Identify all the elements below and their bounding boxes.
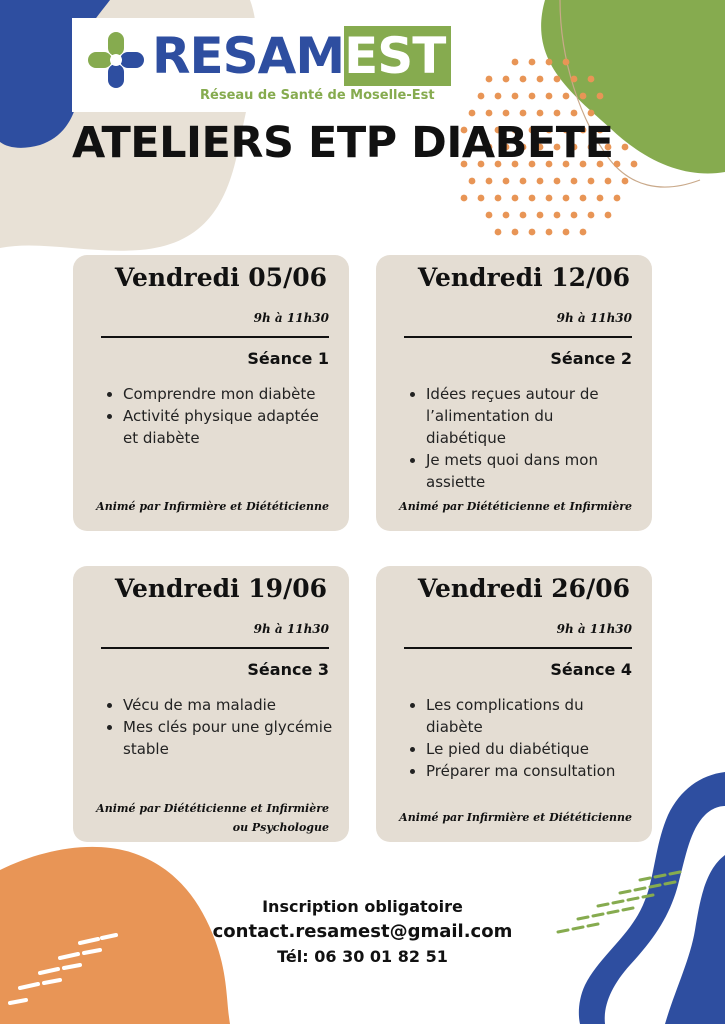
orange-dot <box>588 110 595 117</box>
topic-item: • Vécu de ma maladie <box>123 694 335 716</box>
topic-item: • Préparer ma consultation <box>426 760 638 782</box>
topic-item: • Je mets quoi dans mon assiette <box>426 449 638 493</box>
orange-dot <box>571 212 578 219</box>
orange-dot <box>588 212 595 219</box>
session-number: Séance 2 <box>550 349 632 368</box>
orange-dot <box>571 110 578 117</box>
registration-notice: Inscription obligatoire <box>262 897 463 916</box>
session-date: Vendredi 05/06 <box>114 263 327 292</box>
orange-dot <box>605 178 612 185</box>
orange-dot <box>469 110 476 117</box>
orange-dot <box>486 178 493 185</box>
orange-dot <box>563 195 570 202</box>
orange-dot <box>486 76 493 83</box>
topic-item: • Mes clés pour une glycémie stable <box>123 716 335 760</box>
orange-dot <box>486 212 493 219</box>
orange-dot <box>554 212 561 219</box>
topic-list <box>103 694 335 760</box>
orange-dot <box>495 195 502 202</box>
session-date: Vendredi 19/06 <box>114 574 327 603</box>
logo-wordmark <box>152 26 451 86</box>
session-card-2 <box>376 255 652 531</box>
animator-line: Animé par Infirmière et Diététicienne <box>399 811 632 824</box>
session-card-4 <box>376 566 652 842</box>
animator-line: Animé par Diététicienne et Infirmière <box>96 802 329 815</box>
session-card-1 <box>73 255 349 531</box>
orange-dot <box>512 93 519 100</box>
orange-dot <box>546 229 553 236</box>
session-animator <box>399 497 632 516</box>
orange-dot <box>529 195 536 202</box>
orange-dot <box>580 195 587 202</box>
logo-brand-left: RESAM <box>152 27 345 85</box>
divider <box>101 647 329 649</box>
orange-dot <box>605 212 612 219</box>
divider <box>404 336 632 338</box>
session-time: 9h à 11h30 <box>556 622 632 636</box>
logo-brand-right: EST <box>344 26 451 86</box>
orange-dot <box>563 93 570 100</box>
orange-dot <box>554 76 561 83</box>
topic-list <box>103 383 335 449</box>
orange-dot <box>554 178 561 185</box>
contact-phone: Tél: 06 30 01 82 51 <box>277 947 448 966</box>
orange-dot <box>580 93 587 100</box>
contact-email[interactable]: contact.resamest@gmail.com <box>212 921 513 942</box>
divider <box>101 336 329 338</box>
topic-item: • Comprendre mon diabète <box>123 383 335 405</box>
orange-dot <box>461 195 468 202</box>
orange-dot <box>512 195 519 202</box>
session-number: Séance 3 <box>247 660 329 679</box>
orange-dot <box>563 59 570 66</box>
session-date: Vendredi 26/06 <box>417 574 630 603</box>
session-number: Séance 1 <box>247 349 329 368</box>
session-animator <box>96 799 329 837</box>
orange-dot <box>554 110 561 117</box>
orange-dot <box>512 59 519 66</box>
orange-dot <box>478 93 485 100</box>
orange-dot <box>503 178 510 185</box>
cross-logo-icon <box>86 30 146 90</box>
session-animator <box>399 808 632 827</box>
orange-dot <box>546 195 553 202</box>
session-date: Vendredi 12/06 <box>417 263 630 292</box>
orange-dot <box>597 93 604 100</box>
orange-dot <box>478 195 485 202</box>
orange-dot <box>614 195 621 202</box>
session-time: 9h à 11h30 <box>556 311 632 325</box>
session-number: Séance 4 <box>550 660 632 679</box>
topic-item: • Les complications du diabète <box>426 694 638 738</box>
orange-dot <box>580 229 587 236</box>
topic-item: • Activité physique adaptée et diabète <box>123 405 335 449</box>
resamest-logo <box>72 18 446 112</box>
animator-line: Animé par Infirmière et Diététicienne <box>96 500 329 513</box>
session-time: 9h à 11h30 <box>253 311 329 325</box>
orange-dot <box>563 229 570 236</box>
orange-dot <box>537 178 544 185</box>
orange-dot <box>520 178 527 185</box>
orange-dot <box>520 110 527 117</box>
orange-dot <box>546 59 553 66</box>
animator-line: Animé par Diététicienne et Infirmière <box>399 500 632 513</box>
session-animator <box>96 497 329 516</box>
orange-dot <box>622 178 629 185</box>
orange-dot <box>495 93 502 100</box>
orange-dot <box>597 195 604 202</box>
orange-dot <box>503 110 510 117</box>
orange-dot <box>529 59 536 66</box>
page-title: ATELIERS ETP DIABETE <box>72 118 614 168</box>
orange-dot <box>512 229 519 236</box>
orange-dot <box>571 178 578 185</box>
orange-dot <box>537 212 544 219</box>
orange-dot <box>520 212 527 219</box>
divider <box>404 647 632 649</box>
orange-dot <box>571 76 578 83</box>
animator-line-2: ou Psychologue <box>232 821 329 834</box>
orange-dot <box>495 229 502 236</box>
orange-dot <box>546 93 553 100</box>
topic-list <box>406 383 638 493</box>
orange-dot <box>520 76 527 83</box>
orange-dot <box>503 76 510 83</box>
orange-dot <box>529 229 536 236</box>
topic-item: • Le pied du diabétique <box>426 738 638 760</box>
logo-tagline: Réseau de Santé de Moselle-Est <box>200 88 435 103</box>
topic-item: • Idées reçues autour de l’alimentation du diabétique <box>426 383 638 449</box>
orange-dot <box>588 76 595 83</box>
orange-dot <box>588 178 595 185</box>
orange-dot <box>537 76 544 83</box>
session-card-3 <box>73 566 349 842</box>
orange-dot <box>503 212 510 219</box>
orange-dot <box>529 93 536 100</box>
orange-dot <box>537 110 544 117</box>
topic-list <box>406 694 638 782</box>
session-time: 9h à 11h30 <box>253 622 329 636</box>
orange-dot <box>469 178 476 185</box>
orange-dot <box>486 110 493 117</box>
